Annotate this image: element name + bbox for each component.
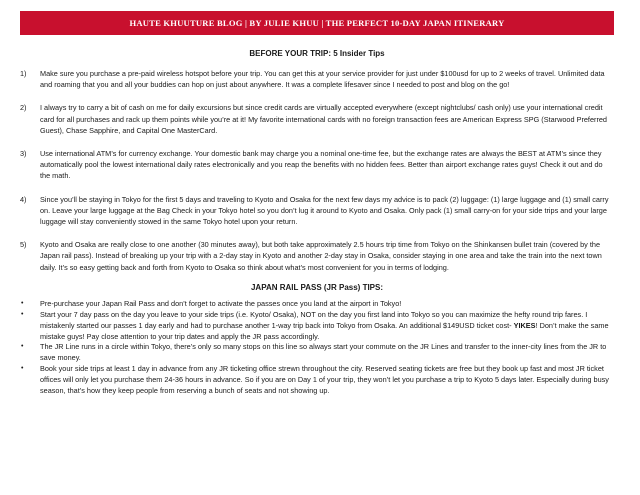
banner-title: HAUTE KHUUTURE BLOG | BY JULIE KHUU | THE PERFECT 10-DAY JAPAN ITINERARY [129, 18, 505, 28]
item-text: Make sure you purchase a pre-paid wireless hotspot before your trip. You can get this at your service provider for just under $100usd for up to 2 weeks of travel. Unlimited data and roaming that you and all your buddies can hop on just about anywhere. It was a complete lifesaver since I needed to post and blog on the go! [40, 69, 605, 90]
item-number: 2) [20, 103, 27, 113]
document-page [0, 11, 640, 495]
bullet-icon: • [21, 365, 24, 373]
item-text: Pre-purchase your Japan Rail Pass and don’t forget to activate the passes once you land at the airport in Tokyo! [40, 298, 402, 308]
item-number: 3) [20, 149, 27, 159]
item-text: Book your side trips at least 1 day in advance from any JR ticketing office strewn throughout the city. Reserved seating tickets are free but they book up fast and most JR ticket offices will only let you purchase them 24-36 hours in advance. So if you are on Day 1 of your trip, they won’t let you purchase a trip to Kyoto 5 days later. Especially during busy season, that’s how they keep people from reserving a bunch of seats and not showing up. [40, 364, 609, 396]
list-item [20, 68, 614, 90]
list-item [20, 102, 614, 136]
item-text: The JR Line runs in a circle within Tokyo, there’s only so many stops on this line so always start your commute on the JR Lines and transfer to the inner-city lines from the JR to save money. [40, 342, 607, 363]
bullet-icon: • [21, 343, 24, 351]
jr-pass-heading: JAPAN RAIL PASS (JR Pass) TIPS: [250, 282, 384, 292]
item-text: Kyoto and Osaka are really close to one another (30 minutes away), but both take approximately 2.5 hours trip time from Tokyo on the Shinkansen bullet train (covered by the Japan rail pass). Instead of breaking up your trip with a 2-day stay in Kyoto and another 2-day stay in Osaka, consider staying in one area and take the train into the next town daily. It’s so easy getting back and forth from Kyoto to Osaka so think about what’s most convenient for you in terms of lodging. [40, 240, 602, 272]
item-text: Use international ATM’s for currency exchange. Your domestic bank may charge you a nominal one-time fee, but the exchange rates are always the BEST at ATM’s since they automatically pool the lowest international daily rates electronically and you reap the benefits with no hidden fees. Better than airport exchange rates guys! Check it out and do the math. [40, 149, 603, 181]
item-number: 1) [20, 69, 27, 78]
list-item [20, 342, 614, 364]
list-item [20, 239, 614, 273]
list-item [20, 299, 614, 310]
item-text-after: ! Don’t make the same mistake guys! Pay close attention to your trip dates and apply the JR pass accordingly. [40, 320, 609, 341]
jr-pass-list [20, 299, 614, 397]
list-item [20, 148, 614, 182]
list-item [20, 310, 614, 343]
item-text: Since you’ll be staying in Tokyo for the first 5 days and traveling to Kyoto and Osaka for the next few days my advice is to pack (2) luggage: (1) large luggage and (1) small carry on. Leave your large luggage at the Bag Check in your Tokyo hotel so you don’t lug it around to Kyoto and Osaka. Only pack (1) small carry-on for your side trips and your large luggage will stay conveniently stowed in the same Tokyo hotel upon your return. [40, 194, 609, 227]
item-text-before: Start your 7 day pass on the day you leave to your side trips (i.e. Kyoto/ Osaka), NOT on the day you first land into Tokyo so you can maximize the hefty round trip fares. I mistakenly started our passes 1 day early and had to purchase another 1-way trip back into Tokyo from Osaka. An additional $149USD ticket cost- [40, 309, 588, 330]
item-number: 4) [20, 194, 27, 204]
yikes-emphasis: YIKES [513, 320, 536, 330]
item-text: I always try to carry a bit of cash on me for daily excursions but since credit cards are virtually accepted everywhere (except nightclubs/ cash only) use your international credit card for all purchases and rack up them points while you’re at it! My favorite international cards with no foreign transaction fees are American Express SPG (Starwood Preferred Guest), Chase Sapphire, and Capital One MasterCard. [40, 103, 607, 135]
list-item [20, 364, 614, 397]
list-item [20, 194, 614, 228]
blog-header-banner [20, 11, 614, 35]
before-trip-heading: BEFORE YOUR TRIP: 5 Insider Tips [249, 49, 385, 58]
before-trip-list [20, 68, 614, 273]
item-number: 5) [20, 240, 27, 250]
bullet-icon: • [21, 299, 24, 307]
bullet-icon: • [21, 310, 24, 318]
